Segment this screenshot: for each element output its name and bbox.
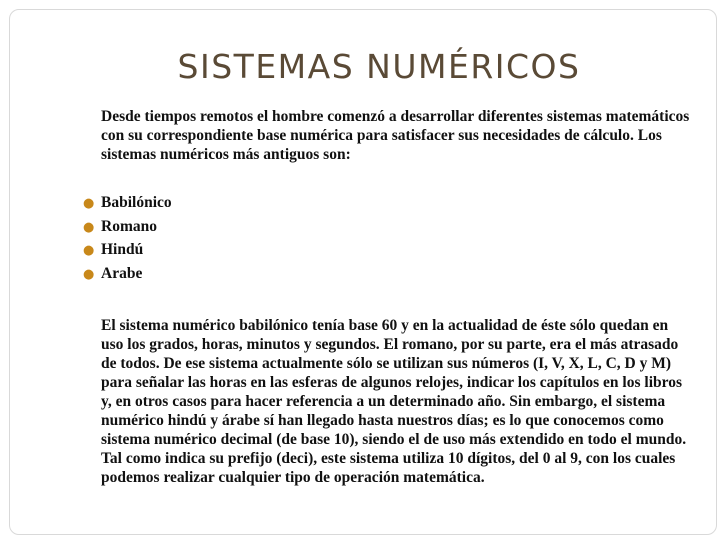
bullet-icon: ● xyxy=(83,219,95,235)
bullet-icon: ● xyxy=(83,266,95,282)
list-item xyxy=(85,264,172,288)
bullet-icon: ● xyxy=(83,243,95,258)
bullet-list xyxy=(85,193,172,287)
bullet-label: Arabe xyxy=(101,264,143,282)
bullet-label: Romano xyxy=(101,217,157,235)
intro-paragraph: Desde tiempos remotos el hombre comenzó a desarrollar diferentes sistemas matemáticos con su correspondiente base numérica para satisfacer sus necesidades de cálculo. Los sistemas numéricos más antiguos son: xyxy=(101,108,690,163)
body-paragraph: El sistema numérico babilónico tenía base 60 y en la actualidad de éste sólo quedan en uso los grados, horas, minutos y segundos. El romano, por su parte, era el más atrasado de todos. De ese sistema actualmente sólo se utilizan sus números (I, V, X, L, C, D y M) para señalar las horas en las esferas de algunos relojes, indicar los capítulos en los libros y, en otros casos para hacer referencia a un determinado año. Sin embargo, el sistema numérico hindú y árabe sí han llegado hasta nuestros días; es lo que conocemos como sistema numérico decimal (de base 10), siendo el de uso más extendido en todo el mundo. Tal como indica su prefijo (deci), este sistema utiliza 10 dígitos, del 0 al 9, con los cuales podemos realizar cualquier tipo de operación matemática. xyxy=(101,317,687,486)
list-item xyxy=(85,193,172,217)
slide-title: SISTEMAS NUMÉRICOS xyxy=(177,47,581,86)
list-item xyxy=(85,240,172,264)
list-item xyxy=(85,217,172,241)
bullet-label: Hindú xyxy=(101,241,144,258)
bullet-label: Babilónico xyxy=(101,194,172,211)
bullet-icon: ● xyxy=(83,196,95,211)
